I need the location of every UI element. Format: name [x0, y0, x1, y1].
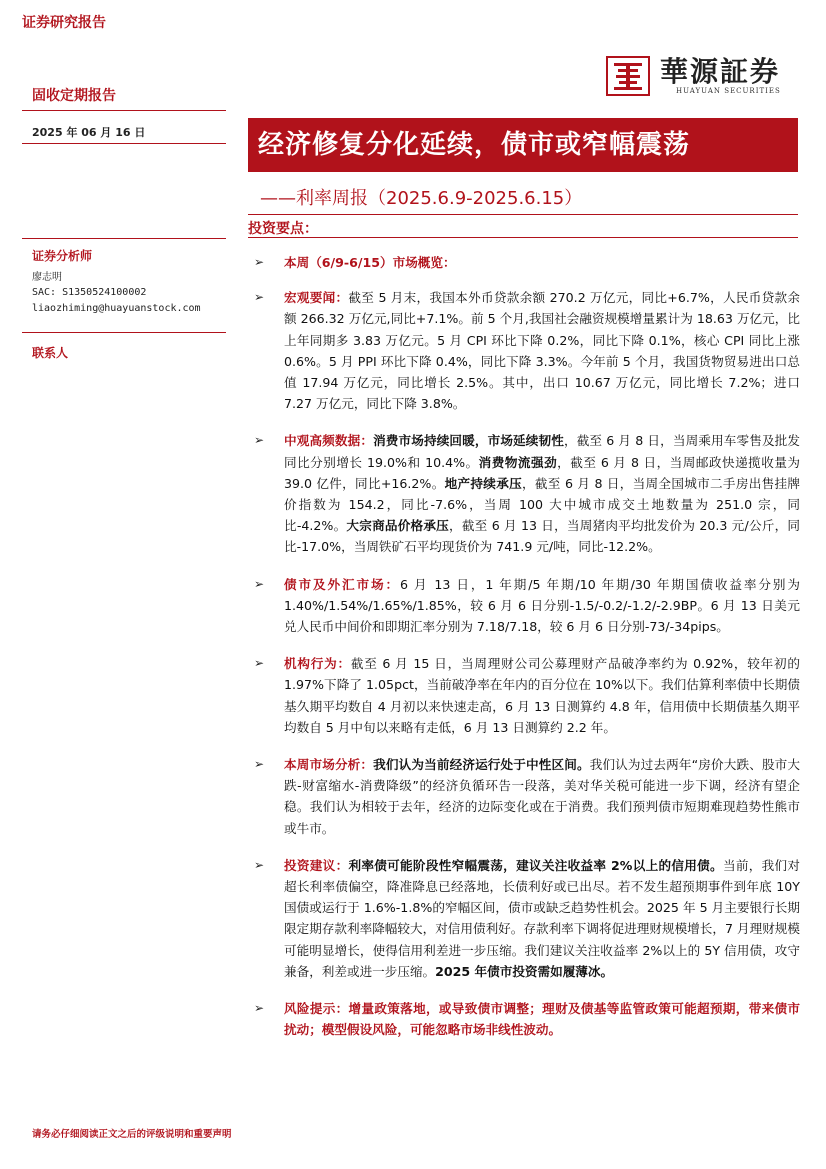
list-item	[252, 754, 800, 839]
advice-label: 投资建议：	[284, 857, 349, 873]
micro-bold-1: 消费市场持续回暖，市场延续韧性	[373, 433, 564, 449]
advice-bold-end: 2025 年债市投资需如履薄冰。	[435, 963, 614, 979]
institutions-label: 机构行为：	[284, 656, 351, 672]
bonds-text: 6 月 13 日，1 年期/5 年期/10 年期/30 年期国债收益率分别为 1.40%/1.54%/1.65%/1.85%，较 6 月 6 日分别-1.5/-0.2/-1.2/-2.9BP。6 月 13 日美元兑人民币中间价和即期汇率分别为 7.18/7.18，较 6 月 6 日分别-73/-34pips。	[284, 576, 800, 635]
left-divider	[22, 238, 226, 239]
list-item	[252, 252, 800, 273]
analyst-email: liaozhiming@huayuanstock.com	[32, 303, 201, 314]
analyst-name: 廖志明	[32, 272, 62, 283]
micro-bold-4: 大宗商品价格承压	[346, 518, 450, 534]
huayuan-seal-logo-icon	[606, 56, 650, 96]
institutions-text: 截至 6 月 15 日，当周理财公司公募理财产品破净率约为 0.92%，较年初的 1.97%下降了 1.05pct，当前破净率在年内的百分位在 10%以下。我们估算利率债中长期债基久期平均数自 4 月初以来快速走高，6 月 13 日测算约 4.8 年，信用债中长期债基久期平均数自 5 月中旬以来略有走低，6 月 13 日测算约 2.2 年。	[284, 656, 801, 735]
key-points-title: 投资要点：	[248, 221, 318, 237]
micro-text-3: ，截至 6 月 8 日，当周全国城市二手房出售挂牌价指数为 154.2，同比-7.6%，当周 100 大中城市成交土地数量为 251.0 宗，同比-4.2%。	[284, 475, 801, 534]
arrow-bullet-icon: ➢	[254, 656, 265, 671]
list-item	[252, 855, 800, 982]
report-type: 固收定期报告	[32, 88, 116, 104]
key-points-list	[252, 252, 800, 1057]
contact-section-title: 联系人	[32, 346, 69, 360]
micro-text-2: ，截至 6 月 8 日，当周邮政快递揽收量为 39.0 亿件，同比+16.2%。	[284, 454, 800, 491]
arrow-bullet-icon: ➢	[254, 757, 265, 772]
arrow-bullet-icon: ➢	[254, 433, 265, 448]
left-divider	[22, 110, 226, 111]
arrow-bullet-icon: ➢	[254, 255, 265, 269]
micro-bold-2: 消费物流强劲	[478, 454, 558, 470]
risk-label: 风险提示：	[284, 1001, 349, 1017]
left-divider	[22, 143, 226, 144]
micro-bold-3: 地产持续承压	[444, 475, 522, 491]
doc-category: 证券研究报告	[22, 15, 106, 31]
analyst-sac: SAC: S1350524100002	[32, 287, 147, 298]
list-item	[252, 287, 800, 414]
list-item	[252, 430, 800, 557]
analysis-text: 我们认为过去两年“房价大跌、股市大跌-财富缩水-消费降级”的经济负循环告一段落，美对华关税可能进一步下调，经济有望企稳。我们认为相较于去年，经济的边际变化或在于消费。我们预判债市短期难现趋势性熊市或牛市。	[284, 757, 801, 836]
overview-label: 本周（6/9-6/15）市场概览：	[284, 255, 456, 270]
macro-text: 截至 5 月末，我国本外币贷款余额 270.2 万亿元，同比+6.7%，人民币贷款余额 266.32 万亿元,同比+7.1%。前 5 个月,我国社会融资规模增量累计为 18.63 万亿元，比上年同期多 3.83 万亿元。5 月 CPI 环比下降 0.2%，同比下降 0.1%，核心 CPI 同比上涨 0.6%。5 月 PPI 环比下降 0.4%，同比下降 3.3%。今年前 5 个月，我国货物贸易进出口总值 17.94 万亿元，同比增长 2.5%。其中，出口 10.67 万亿元，同比增长 7.2%；进口 7.27 万亿元，同比下降 3.8%。	[284, 290, 800, 412]
arrow-bullet-icon: ➢	[254, 857, 265, 872]
report-date: 2025 年 06 月 16 日	[32, 126, 146, 139]
risk-text: 增量政策落地，或导致债市调整；理财及债基等监管政策可能超预期，带来债市扰动；模型假设风险，可能忽略市场非线性波动。	[284, 1001, 801, 1038]
report-title: 经济修复分化延续，债市或窄幅震荡	[248, 118, 798, 172]
arrow-bullet-icon: ➢	[254, 576, 265, 591]
brand-name-en: HUAYUAN SECURITIES	[676, 87, 781, 95]
micro-text-1: ，截至 6 月 8 日，当周乘用车零售及批发同比分别增长 19.0%和 10.4%。	[284, 433, 801, 470]
brand-name: 華源証券	[660, 55, 781, 88]
footer-disclaimer: 请务必仔细阅读正文之后的评级说明和重要声明	[32, 1129, 232, 1140]
advice-text: 当前，我们对超长利率债偏空，降准降息已经落地，长债利好或已出尽。若不发生超预期事件到年底 10Y 国债或运行于 1.6%-1.8%的窄幅区间，债市或缺乏趋势性机会。2025 年 5 月主要银行长期限定期存款利率降幅较大，对信用债利好。存款利率下调将促进理财规模增长，7 月理财规模可能明显增长，使得信用利差进一步压缩。我们建议关注收益率 2%以上的 5Y 信用债，攻守兼备，利差或进一步压缩。	[284, 857, 801, 979]
analysis-bold: 我们认为当前经济运行处于中性区间。	[373, 757, 590, 773]
analysis-label: 本周市场分析：	[284, 757, 374, 773]
arrow-bullet-icon: ➢	[254, 290, 265, 305]
right-divider	[248, 237, 798, 238]
right-divider	[248, 214, 798, 215]
report-subtitle: ——利率周报（2025.6.9-2025.6.15）	[260, 188, 583, 209]
micro-text-4: ，截至 6 月 13 日，当周猪肉平均批发价为 20.3 元/公斤，同比-17.0%，当周铁矿石平均现货价为 741.9 元/吨，同比-12.2%。	[284, 518, 801, 555]
advice-bold: 利率债可能阶段性窄幅震荡，建议关注收益率 2%以上的信用债。	[348, 857, 723, 873]
list-item	[252, 574, 800, 638]
left-divider	[22, 332, 226, 333]
list-item	[252, 653, 800, 738]
bonds-label: 债市及外汇市场：	[284, 576, 401, 592]
macro-label: 宏观要闻：	[284, 290, 349, 306]
arrow-bullet-icon: ➢	[254, 1001, 265, 1016]
list-item	[252, 998, 800, 1040]
micro-label: 中观高频数据：	[284, 433, 374, 449]
analyst-section-title: 证券分析师	[32, 249, 93, 263]
